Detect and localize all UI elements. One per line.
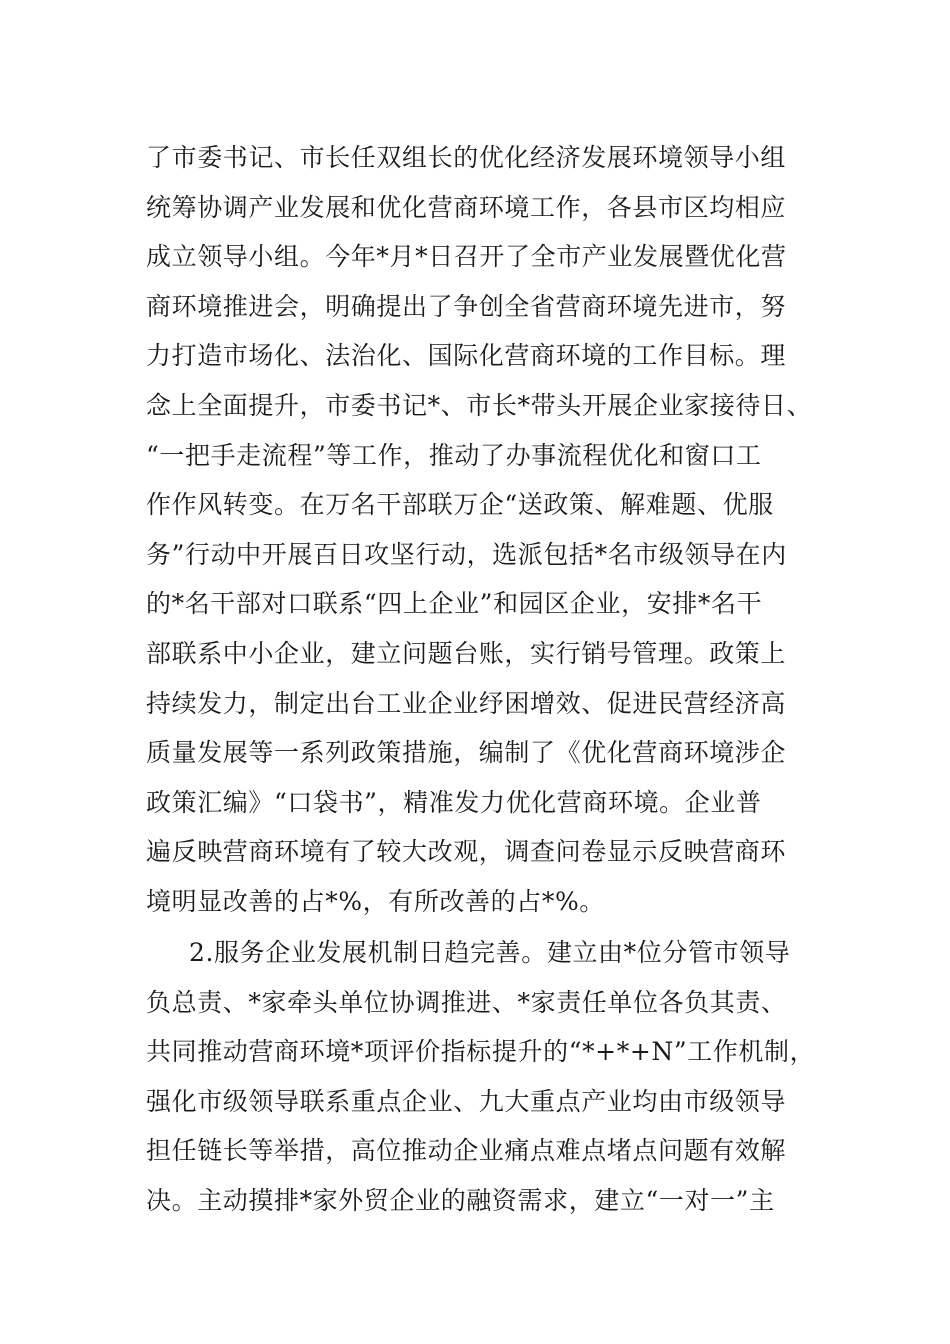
text-line: 念上全面提升，市委书记*、市长*带头开展企业家接待日、: [146, 390, 813, 420]
text-line: 统筹协调产业发展和优化营商环境工作，各县市区均相应: [146, 192, 787, 222]
text-line: 2.服务企业发展机制日趋完善。建立由*位分管市领导: [189, 938, 791, 967]
text-line: 作作风转变。在万名干部联万企“送政策、解难题、优服: [146, 490, 774, 520]
text-line: 持续发力，制定出台工业企业纾困增效、促进民营经济高: [146, 688, 787, 718]
text-line: 了市委书记、市长任双组长的优化经济发展环境领导小组: [146, 143, 787, 172]
text-line: 商环境推进会，明确提出了争创全省营商环境先进市，努: [146, 291, 787, 321]
text-line: 的*名干部对口联系“四上企业”和园区企业，安排*名干: [146, 589, 763, 619]
text-line: 境明显改善的占*%，有所改善的占*%。: [146, 886, 605, 916]
text-line: 务”行动中开展百日攻坚行动，选派包括*名市级领导在内: [146, 539, 787, 569]
text-line: 力打造市场化、法治化、国际化营商环境的工作目标。理: [146, 341, 787, 371]
text-line: 部联系中小企业，建立问题台账，实行销号管理。政策上: [146, 638, 787, 668]
text-line: 遍反映营商环境有了较大改观，调查问卷显示反映营商环: [146, 837, 787, 867]
text-line: 政策汇编》“口袋书”，精准发力优化营商环境。企业普: [146, 787, 762, 817]
text-line: “一把手走流程”等工作，推动了办事流程优化和窗口工: [146, 440, 762, 470]
text-line: 决。主动摸排*家外贸企业的融资需求，建立“一对一”主: [146, 1185, 775, 1215]
text-line: 质量发展等一系列政策措施，编制了《优化营商环境涉企: [146, 738, 787, 768]
paragraph-1: [146, 133, 813, 927]
text-line: 成立领导小组。今年*月*日召开了全市产业发展暨优化营: [146, 242, 787, 272]
text-line: 担任链长等举措，高位推动企业痛点难点堵点问题有效解: [146, 1136, 787, 1166]
text-line: 强化市级领导联系重点企业、九大重点产业均由市级领导: [146, 1086, 787, 1116]
paragraph-2: [146, 928, 816, 1226]
text-line: 共同推动营商环境*项评价指标提升的“*+*+N”工作机制，: [146, 1037, 816, 1067]
text-line: 负总责、*家牵头单位协调推进、*家责任单位各负其责、: [146, 987, 787, 1017]
